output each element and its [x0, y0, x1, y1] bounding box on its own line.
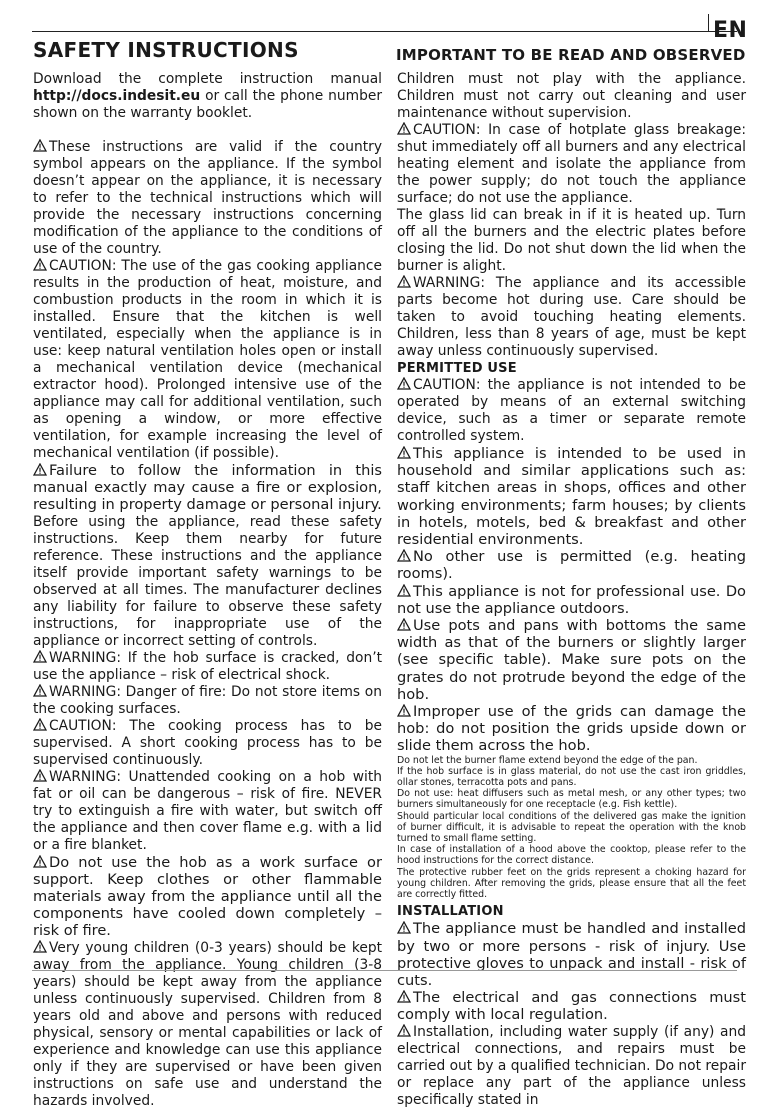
fire-explosion-warning: Failure to follow the information in this manual exactly may cause a fire or explosion, resulting in property damage or personal injury. [33, 462, 382, 514]
warning-triangle-icon [33, 855, 47, 868]
handling-paragraph: The appliance must be handled and installed by two or more persons - risk of injury. Use protective gloves to unpack and install - risk of cuts. [397, 920, 746, 989]
page-subtitle: IMPORTANT TO BE READ AND OBSERVED [396, 46, 746, 64]
page-title: SAFETY INSTRUCTIONS [33, 38, 299, 62]
supervision-caution: CAUTION: The cooking process has to be supervised. A short cooking process has to be supervised continuously. [33, 717, 382, 768]
children-warning: Very young children (0-3 years) should be kept away from the appliance. Young children (3-8 years) should be kept away from the appliance unless continuously supervised. Children from 8 years old and above and persons with reduced physical, sensory or mental capabilities or lack of experience and knowledge can use this appliance only if they are supervised or have been given instructions on safe use and understand the hazards involved. [33, 939, 382, 1109]
warning-triangle-icon [33, 684, 47, 697]
manual-link[interactable]: http://docs.indesit.eu [33, 88, 201, 104]
warning-triangle-icon [397, 584, 411, 597]
warning-triangle-icon [397, 377, 411, 390]
small-note: Should particular local conditions of the delivered gas make the ignition of burner difficult, it is advisable to repeat the operation with the knob turned to small flame setting. [397, 810, 746, 845]
warning-triangle-icon [33, 650, 47, 663]
warning-triangle-icon [33, 463, 47, 476]
unattended-cooking-warning: WARNING: Unattended cooking on a hob with fat or oil can be dangerous – risk of fire. NEVER try to extinguish a fire with water, but switch off the appliance and then cover flame e.g. with a lid or a fire blanket. [33, 768, 382, 853]
header-rule-tick [708, 14, 709, 32]
cracked-hob-warning: WARNING: If the hob surface is cracked, don’t use the appliance – risk of electrical shock. [33, 649, 382, 683]
warning-triangle-icon [397, 618, 411, 631]
warning-triangle-icon [33, 940, 47, 953]
right-column [397, 71, 746, 1109]
download-paragraph: Download the complete instruction manual http://docs.indesit.eu or call the phone number shown on the warranty booklet. [33, 71, 382, 121]
ventilation-caution: CAUTION: The use of the gas cooking appliance results in the production of heat, moisture, and combustion products in the room in which it is installed. Ensure that the kitchen is well ventilated, especially when the appliance is in use: keep natural ventilation holes open or install a mechanical ventilation device (mechanical extractor hood). Prolonged intensive use of the appliance may call for additional ventilation, such as opening a window, or more effective ventilation, for example increasing the level of mechanical ventilation (if possible). [33, 258, 382, 461]
warning-triangle-icon [397, 704, 411, 717]
permitted-use-heading: PERMITTED USE [397, 361, 517, 376]
footer-rule [32, 970, 737, 971]
small-note: Do not use: heat diffusers such as metal mesh, or any other types; two burners simultaneously for one receptacle (e.g. Fish kettle). [397, 788, 746, 811]
work-surface-warning: Do not use the hob as a work surface or support. Keep clothes or other flammable materials away from the appliance until all the components have cooled down completely – risk of fire. [33, 853, 382, 940]
no-other-use-paragraph: No other use is permitted (e.g. heating rooms). [397, 548, 746, 583]
left-column [33, 71, 382, 1110]
warning-triangle-icon [397, 275, 411, 288]
hot-parts-warning: WARNING: The appliance and its accessible parts become hot during use. Care should be taken to avoid touching heating elements. Children, less than 8 years of age, must be kept away unless continuously supervised. [397, 275, 746, 359]
glass-lid-paragraph: The glass lid can break in if it is heated up. Turn off all the burners and the electric plates before closing the lid. Do not shut down the lid when the burner is alight. [397, 207, 746, 274]
warning-triangle-icon [397, 549, 411, 562]
household-use-paragraph: This appliance is intended to be used in household and similar applications such as: staff kitchen areas in shops, offices and other working environments; farm houses; by clients in hotels, motels, bed & breakfast and other residential environments. [397, 445, 746, 549]
small-note: Do not let the burner flame extend beyond the edge of the pan. [397, 754, 698, 766]
warning-triangle-icon [33, 139, 47, 152]
grids-paragraph: Improper use of the grids can damage the hob: do not position the grids upside down or slide them across the hob. [397, 703, 746, 755]
warning-triangle-icon [397, 122, 411, 135]
external-switch-caution: CAUTION: the appliance is not intended to be operated by means of an external switching device, such as a timer or separate remote controlled system. [397, 377, 746, 444]
warning-triangle-icon [33, 769, 47, 782]
children-play-paragraph: Children must not play with the appliance. Children must not carry out cleaning and user maintenance without supervision. [397, 71, 746, 121]
warning-triangle-icon [397, 990, 411, 1003]
installation-heading: INSTALLATION [397, 904, 504, 920]
language-code: EN [713, 18, 748, 43]
pots-pans-paragraph: Use pots and pans with bottoms the same width as that of the burners or slightly larger (see specific table). Make sure pots on the grates do not protrude beyond the edge of the hob. [397, 617, 746, 703]
qualified-technician-paragraph: Installation, including water supply (if any) and electrical connections, and repairs must be carried out by a qualified technician. Do not repair or replace any part of the appliance unless specifically stated in [397, 1023, 746, 1108]
warning-triangle-icon [397, 446, 411, 459]
header-rule [32, 31, 737, 32]
warning-triangle-icon [397, 921, 411, 934]
country-symbol-paragraph: These instructions are valid if the country symbol appears on the appliance. If the symbol doesn’t appear on the appliance, it is necessary to refer to the technical instructions which will provide the necessary instructions concerning modification of the appliance to the conditions of use of the country. [33, 139, 382, 257]
small-note: The protective rubber feet on the grids represent a choking hazard for young children. After removing the grids, please ensure that all the feet are correctly fitted. [397, 866, 746, 901]
warning-triangle-icon [33, 718, 47, 731]
glass-breakage-caution: CAUTION: In case of hotplate glass breakage: shut immediately off all burners and any electrical heating element and isolate the appliance from the power supply; do not touch the appliance surface; do not use the appliance. [397, 122, 746, 206]
small-note: If the hob surface is in glass material, do not use the cast iron griddles, ollar stones, terracotta pots and pans. [397, 765, 746, 789]
warning-triangle-icon [397, 1024, 411, 1037]
not-professional-paragraph: This appliance is not for professional use. Do not use the appliance outdoors. [397, 582, 746, 617]
warning-triangle-icon [33, 258, 47, 271]
fire-storage-warning: WARNING: Danger of fire: Do not store items on the cooking surfaces. [33, 683, 382, 717]
read-instructions-paragraph: Before using the appliance, read these safety instructions. Keep them nearby for future reference. These instructions and the appliance itself provide important safety warnings to be observed at all times. The manufacturer declines any liability for failure to observe these safety instructions, for inappropriate use of the appliance or incorrect setting of controls. [33, 513, 382, 649]
small-note: In case of installation of a hood above the cooktop, please refer to the hood instructions for the correct distance. [397, 844, 746, 867]
connections-paragraph: The electrical and gas connections must comply with local regulation. [397, 989, 746, 1024]
